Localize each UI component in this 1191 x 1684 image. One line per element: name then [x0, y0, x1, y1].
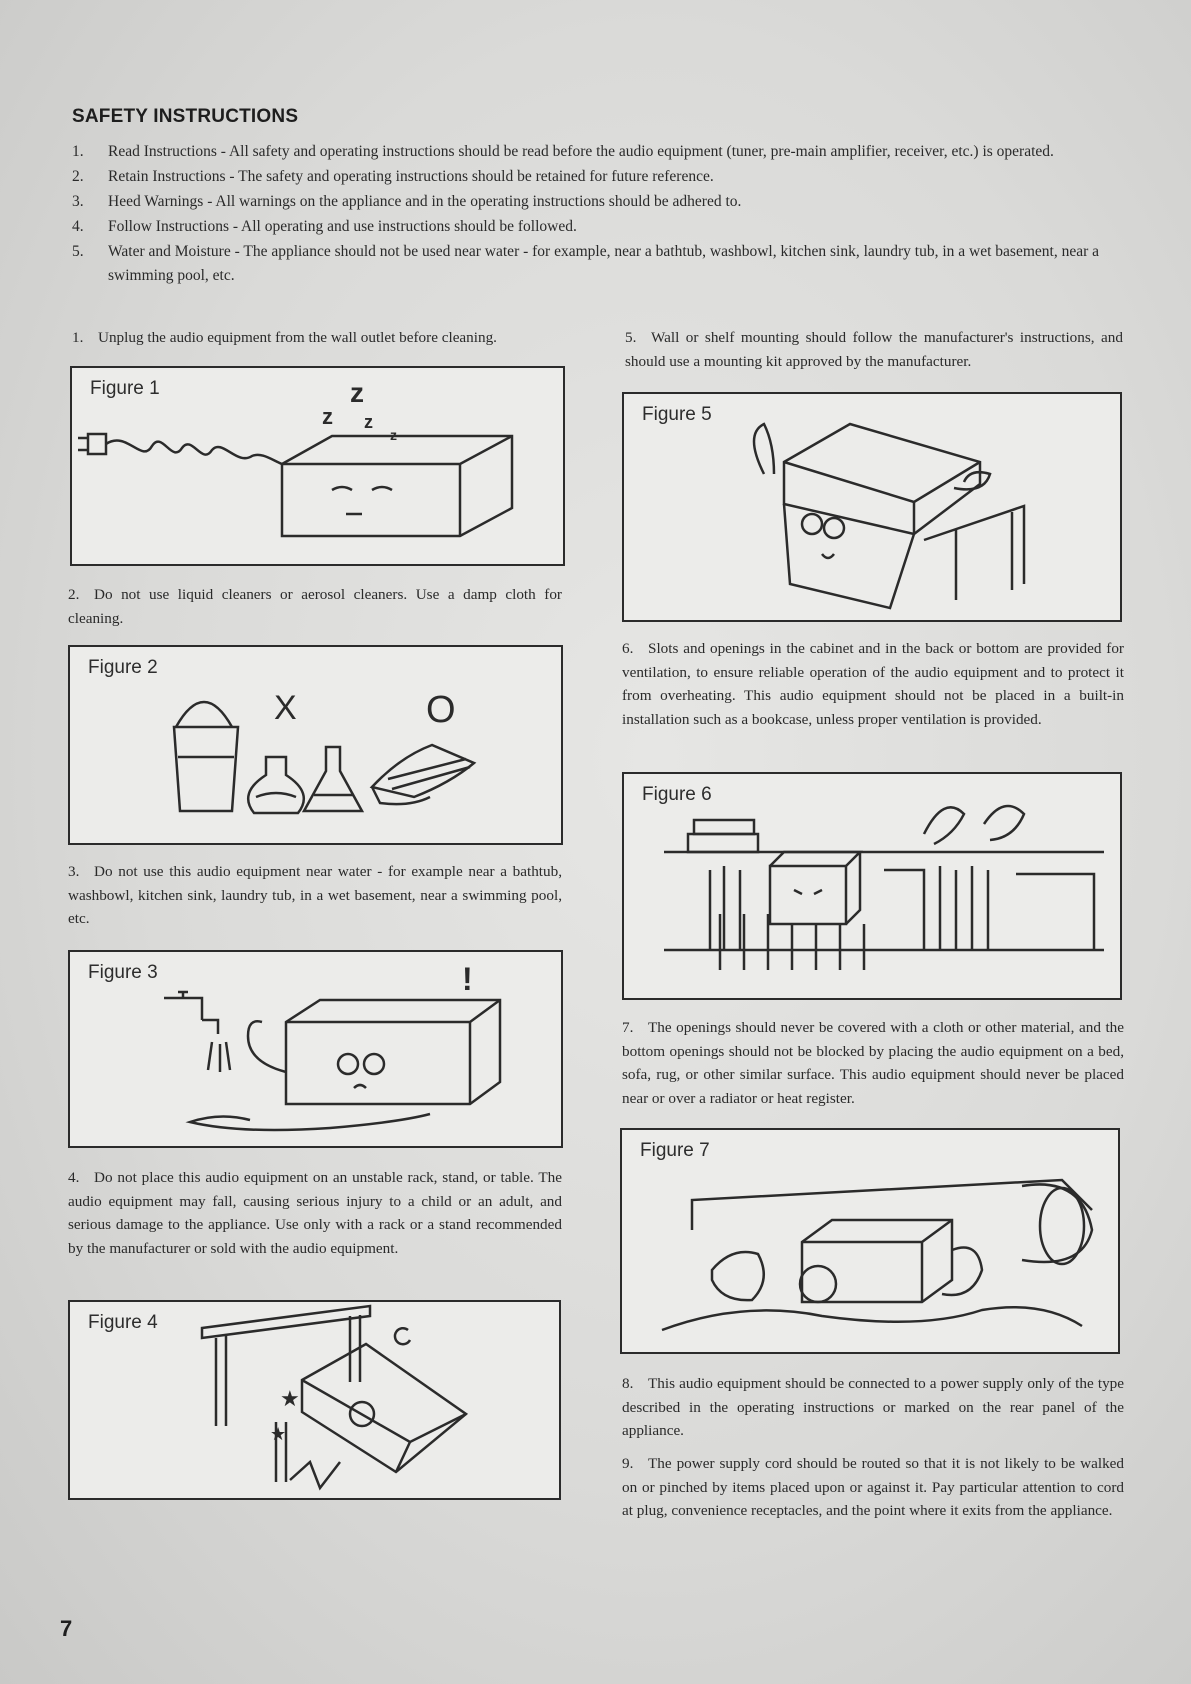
wall-mount-illustration	[624, 394, 1120, 620]
page-number: 7	[60, 1616, 73, 1641]
water-hazard-illustration	[70, 952, 561, 1146]
right-mark: O	[426, 689, 456, 731]
figure-label: Figure 6	[642, 784, 712, 805]
figure-5	[622, 392, 1122, 622]
instruction-4: 4. Do not place this audio equipment on an unstable rack, stand, or table. The audio equipment may fall, causing serious injury to a child or an adult, and serious damage to the appliance. Use only with a rack or a stand recommended by the manufacturer or sold with the audio equipment.	[68, 1169, 562, 1257]
figure-4	[68, 1300, 561, 1500]
svg-text:★: ★	[280, 1387, 300, 1412]
svg-text:★: ★	[270, 1424, 287, 1445]
instruction-6: 6. Slots and openings in the cabinet and in the back or bottom are provided for ventilation, to ensure reliable operation of the audio equipment and to protect it from overheating. This audio equipment should not be placed in a built-in installation such as a bookcase, unless proper ventilation is provided.	[622, 640, 1124, 728]
figure-label: Figure 1	[90, 378, 160, 399]
instruction-7: 7. The openings should never be covered with a cloth or other material, and the bottom openings should not be blocked by placing the audio equipment on a bed, sofa, rug, or other similar surface. This audio equipment should never be placed near or over a radiator or heat register.	[622, 1019, 1124, 1107]
svg-text:z: z	[364, 412, 373, 432]
instruction-5: 5. Wall or shelf mounting should follow the manufacturer's instructions, and should use a mounting kit approved by the manufacturer.	[625, 329, 1123, 370]
instruction-8: 8. This audio equipment should be connected to a power supply only of the type described in the operating instructions or marked on the rear panel of the appliance.	[622, 1375, 1124, 1439]
figure-2	[68, 645, 563, 845]
figure-label: Figure 7	[640, 1140, 710, 1161]
cleaners-illustration	[70, 647, 561, 843]
figure-1	[70, 366, 565, 566]
instruction-3: 3. Do not use this audio equipment near water - for example near a bathtub, washbowl, kitchen sink, laundry tub, in a wet basement, near a swimming pool, etc.	[68, 863, 562, 927]
svg-text:!: !	[462, 961, 473, 997]
intro-item: 5. Water and Moisture - The appliance should not be used near water - for example, near a bathtub, washbowl, kitchen sink, laundry tub, in a wet basement, near a swimming pool, etc.	[72, 243, 1100, 284]
wrong-mark: X	[274, 689, 297, 727]
sleeping-unit-illustration	[72, 368, 563, 564]
figure-label: Figure 2	[88, 657, 158, 678]
intro-list	[72, 140, 1128, 289]
figure-label: Figure 3	[88, 962, 158, 983]
figure-label: Figure 5	[642, 404, 712, 425]
page-title: SAFETY INSTRUCTIONS	[72, 106, 299, 127]
intro-item: 3. Heed Warnings - All warnings on the appliance and in the operating instructions should be adhered to.	[72, 193, 742, 210]
instruction-9: 9. The power supply cord should be routed so that it is not likely to be walked on or pinched by items placed upon or against it. Pay particular attention to cord at plug, convenience receptacles, and the point where it exits from the appliance.	[622, 1455, 1124, 1519]
figure-7	[620, 1128, 1120, 1354]
svg-text:z: z	[350, 377, 364, 408]
instruction-1: 1. Unplug the audio equipment from the wall outlet before cleaning.	[72, 329, 497, 346]
covered-unit-illustration	[622, 1130, 1118, 1352]
intro-item: 4. Follow Instructions - All operating and use instructions should be followed.	[72, 218, 577, 235]
figure-3	[68, 950, 563, 1148]
figure-label: Figure 4	[88, 1312, 158, 1333]
svg-text:z: z	[322, 404, 333, 429]
svg-text:z: z	[390, 427, 397, 443]
intro-item: 1. Read Instructions - All safety and operating instructions should be read before the audio equipment (tuner, pre-main amplifier, receiver, etc.) is operated.	[72, 143, 1054, 160]
falling-unit-illustration	[70, 1302, 559, 1498]
instruction-2: 2. Do not use liquid cleaners or aerosol cleaners. Use a damp cloth for cleaning.	[68, 586, 562, 627]
figure-6	[622, 772, 1122, 1000]
intro-item: 2. Retain Instructions - The safety and operating instructions should be retained for future reference.	[72, 168, 714, 185]
bookcase-illustration	[624, 774, 1120, 998]
